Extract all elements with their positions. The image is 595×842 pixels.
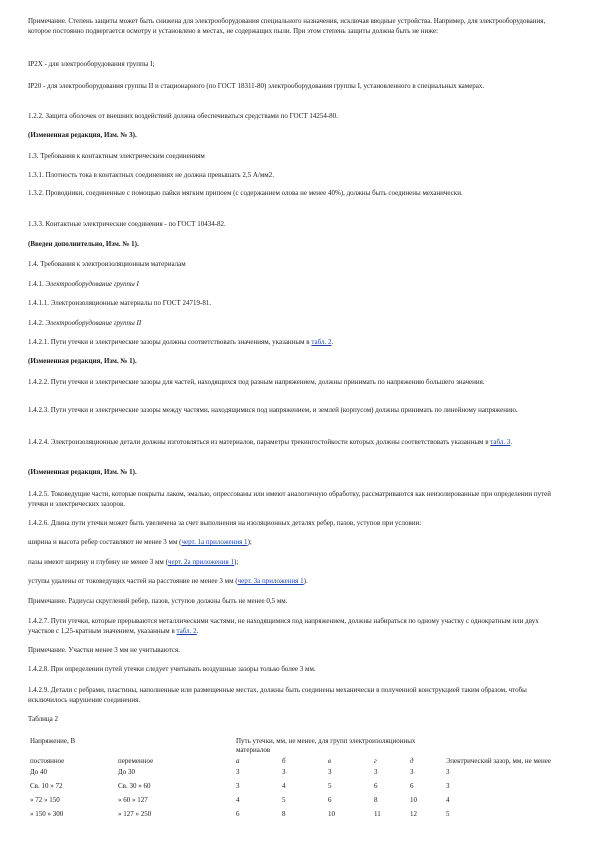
clearance-header: Электрический зазор, мм, не менее xyxy=(446,757,551,765)
paragraph: 1.4.2.2. Пути утечки и электрические зазоры для частей, находящихся под разным напряжением, должны принимать по напряжению большего значения. xyxy=(28,378,485,386)
number-prefix: 1.4.2. xyxy=(28,319,46,327)
paragraph: 1.4.2.9. Детали с ребрами, пластины, наполненные или размещенные местах, должны быть соединены механически в полученной конструкцией таким образом, чтобы исключилось нарушение соединения. xyxy=(28,686,527,704)
table-cell: Св. 10 » 72 xyxy=(30,782,63,790)
table-cell: 4 xyxy=(446,796,450,804)
table-cell: 6 xyxy=(410,782,414,790)
table-2-link[interactable]: табл. 2 xyxy=(311,338,332,346)
note-paragraph: Примечание. Радиусы скруглений ребер, пазов, уступов должны быть не менее 0,5 мм. xyxy=(28,597,288,605)
table-cell: 4 xyxy=(282,782,286,790)
table-caption: Таблица 2 xyxy=(28,715,58,723)
list-item-text: пазы имеют ширину и глубину не менее 3 мм ( xyxy=(28,558,168,566)
table-cell: 3 xyxy=(328,768,332,776)
dc-subheader: постоянное xyxy=(30,757,65,765)
table-cell: 10 xyxy=(328,810,335,818)
table-cell: » 150 » 300 xyxy=(30,810,64,818)
creepage-header: Путь утечки, мм, не менее, для групп электроизоляционных материалов xyxy=(236,737,416,754)
table-cell: 3 xyxy=(282,768,286,776)
table-cell: До 30 xyxy=(118,768,136,776)
note-paragraph: Примечание. Участки менее 3 мм не учитываются. xyxy=(28,646,180,654)
table-cell: 6 xyxy=(374,782,378,790)
paragraph: IP2X - для электрооборудования группы I; xyxy=(28,60,155,68)
drawing-3a-link[interactable]: черт. 3а приложения 1 xyxy=(237,577,304,585)
table-2-link[interactable]: табл. 2 xyxy=(176,627,197,635)
paragraph-text: 1.4.2.1. Пути утечки и электрические зазоры должны соответствовать значениям, указанным в xyxy=(28,338,312,346)
table-cell: 6 xyxy=(236,810,240,818)
table-cell: 5 xyxy=(446,810,450,818)
table-header-row xyxy=(28,736,568,756)
list-item-end: ); xyxy=(234,558,239,566)
paragraph-end: . xyxy=(196,627,199,635)
table-cell: 8 xyxy=(282,810,286,818)
table-cell: 3 xyxy=(236,768,240,776)
table-row xyxy=(28,809,568,823)
number-prefix: 1.4.1. xyxy=(28,280,46,288)
group-d-subheader: г xyxy=(374,757,377,765)
table-cell: 11 xyxy=(374,810,381,818)
paragraph-text: 1.4.2.4. Электроизоляционные детали должны изготовляться из материалов, параметры трекингостойкости которых должны соответствовать указанным в xyxy=(28,438,491,446)
group-e-subheader: д xyxy=(410,757,414,765)
table-cell: 3 xyxy=(374,768,378,776)
table-cell: 3 xyxy=(446,782,450,790)
table-3-link[interactable]: табл. 3 xyxy=(490,438,511,446)
header-blank xyxy=(116,736,234,756)
list-item-text: ширина и высота ребер составляют не менее 3 мм ( xyxy=(28,538,182,546)
drawing-2a-link[interactable]: черт. 2а приложения 1 xyxy=(167,558,234,566)
table-cell: » 72 » 150 xyxy=(30,796,60,804)
table-cell: 12 xyxy=(410,810,417,818)
group-b-subheader: б xyxy=(282,757,286,765)
list-item-end: ); xyxy=(247,538,252,546)
paragraph: 1.4.2.6. Длина пути утечки может быть увеличена за счет выполнения на изоляционных деталях ребер, пазов, уступов при условии: xyxy=(28,519,422,527)
amendment-note: (Введен дополнительно, Изм. № 1). xyxy=(28,240,139,248)
amendment-note: (Измененная редакция, Изм. № 1). xyxy=(28,357,137,365)
table-cell: 3 xyxy=(410,768,414,776)
paragraph: 1.2.2. Защита оболочек от внешних воздействий должна обеспечиваться средствами по ГОСТ 14254-80. xyxy=(28,112,338,120)
list-item xyxy=(28,576,560,586)
paragraph: 1.4.1.1. Электроизоляционные материалы по ГОСТ 24719-81. xyxy=(28,299,212,307)
paragraph: 1.4.2.8. При определении путей утечки следует учитывать воздушные зазоры только более 3 мм. xyxy=(28,665,316,673)
list-item xyxy=(28,557,560,567)
paragraph-text: 1.4.2.7. Пути утечки, которые прерываются металлическими частями, не находящимися под напряжением, должны набираться по одному участку с однократным или двух участков с 1,25-кратным значением, указанным в xyxy=(28,617,539,635)
table-cell: 5 xyxy=(282,796,286,804)
italic-title: Электрооборудование группы II xyxy=(45,319,142,327)
paragraph: 1.4.2.5. Токоведущие части, которые покрыты лаком, эмалью, опрессованы или имеют аналогичную обработку, рассматриваются как неизолированные при определении путей утечки и электрических зазоров. xyxy=(28,490,552,508)
paragraph: 1.3.1. Плотность тока в контактных соединениях не должна превышать 2,5 А/мм2. xyxy=(28,171,274,179)
amendment-note: (Измененная редакция, Изм. № 1). xyxy=(28,468,137,476)
amendment-note: (Измененная редакция, Изм. № 3). xyxy=(28,131,137,139)
section-heading: 1.4. Требования к электроизоляционным материалам xyxy=(28,260,186,268)
list-item xyxy=(28,537,560,547)
subsection-heading xyxy=(28,318,560,328)
paragraph xyxy=(28,437,560,447)
table-row xyxy=(28,767,568,781)
table-cell: » 60 » 127 xyxy=(118,796,148,804)
group-a-subheader: а xyxy=(236,757,240,765)
table-cell: До 40 xyxy=(30,768,48,776)
table-cell: » 127 » 250 xyxy=(118,810,152,818)
drawing-1a-link[interactable]: черт. 1а приложения 1 xyxy=(181,538,248,546)
note-paragraph: Примечание. Степень защиты может быть снижена для электрооборудования специального назначения, исключая вводные устройства. Например, для электрооборудования, которое постоянно подвергается осмотру и установлено в местах, не содержащих пыли. При этом степень защиты должна быть не ниже: xyxy=(28,17,546,35)
table-cell: 6 xyxy=(328,796,332,804)
table-cell: Св. 30 » 60 xyxy=(118,782,151,790)
subsection-heading xyxy=(28,279,560,289)
table-cell: 3 xyxy=(236,782,240,790)
table-row xyxy=(28,781,568,795)
table-2 xyxy=(28,736,568,823)
paragraph xyxy=(28,616,560,636)
paragraph-end: . xyxy=(510,438,513,446)
paragraph: IP20 - для электрооборудования группы II и стационарного (по ГОСТ 18311-80) электрооборудования группы I, установленного в специальных камерах. xyxy=(28,82,485,90)
group-c-subheader: в xyxy=(328,757,332,765)
table-cell: 3 xyxy=(446,768,450,776)
list-item-text: уступы удалены от токоведущих частей на расстояние не менее 3 мм ( xyxy=(28,577,238,585)
section-heading: 1.3. Требования к контактным электрическим соединениям xyxy=(28,152,205,160)
paragraph: 1.3.2. Проводники, соединенные с помощью пайки мягким припоем (с содержанием олова не менее 40%), должны быть соединены механически. xyxy=(28,189,463,197)
table-row xyxy=(28,795,568,809)
list-item-end: ). xyxy=(303,577,308,585)
table-cell: 5 xyxy=(328,782,332,790)
paragraph xyxy=(28,337,560,347)
italic-title: Электрооборудование группы I xyxy=(45,280,139,288)
ac-subheader: переменное xyxy=(118,757,154,765)
paragraph: 1.4.2.3. Пути утечки и электрические зазоры между частями, находящимися под напряжением, и землей (корпусом) должны принимать по линейному напряжению. xyxy=(28,406,518,414)
table-cell: 4 xyxy=(236,796,240,804)
table-cell: 10 xyxy=(410,796,417,804)
paragraph: 1.3.3. Контактные электрические соединения - по ГОСТ 10434-82. xyxy=(28,220,226,228)
table-cell: 8 xyxy=(374,796,378,804)
paragraph-end: . xyxy=(331,338,334,346)
voltage-header: Напряжение, В xyxy=(30,737,76,745)
